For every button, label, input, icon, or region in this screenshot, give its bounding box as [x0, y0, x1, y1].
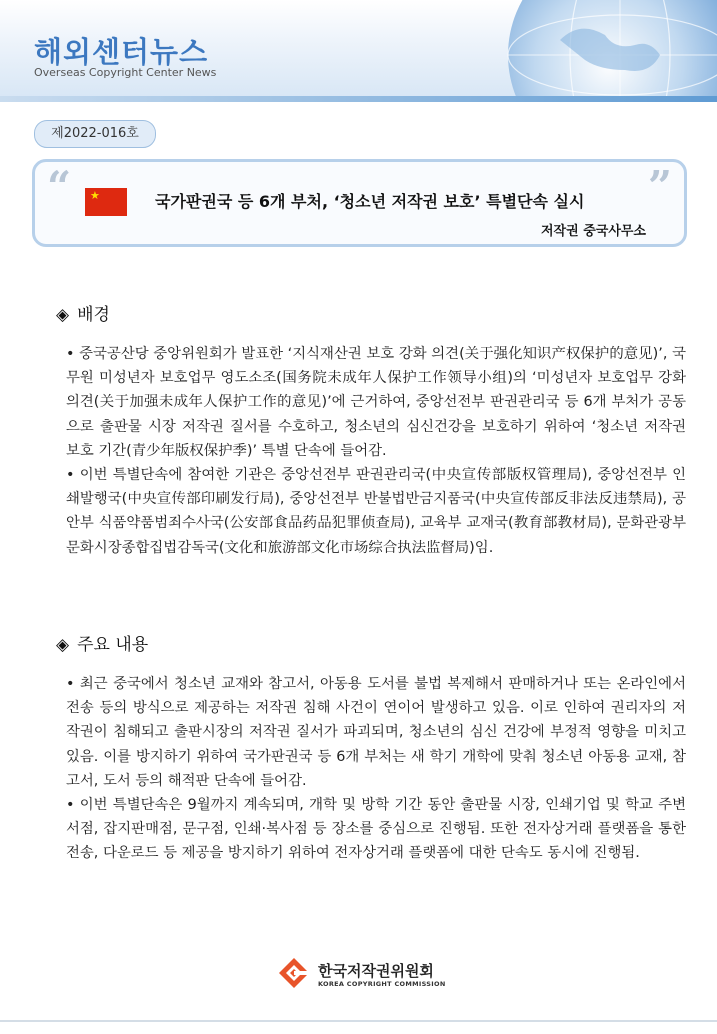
globe-icon	[500, 0, 717, 100]
article-byline: 저작권 중국사무소	[541, 224, 646, 239]
paragraph: • 이번 특별단속은 9월까지 계속되며, 개학 및 방학 기간 동안 출판물 시장, 인쇄기업 및 학교 주변 서점, 잡지판매점, 문구점, 인쇄·복사점 등 장소를 중심으로 진행됨. 또한 전자상거래 플랫폼을 통한 전송, 다운로드 등 제공을 방지하기 위하여 전자상거래 플랫폼에 대한 단속도 동시에 진행됨.	[66, 797, 686, 862]
bottom-divider	[0, 1020, 717, 1022]
issue-badge: 제2022-016호	[34, 120, 156, 148]
section-body-background	[66, 342, 686, 560]
section-body-main	[66, 672, 686, 866]
headline-box	[32, 159, 687, 247]
footer-org-name-en: KOREA COPYRIGHT COMMISSION	[318, 980, 446, 988]
section-heading-background	[56, 300, 110, 325]
close-quote-icon: ”	[647, 162, 672, 211]
paragraph: • 중국공산당 중앙위원회가 발표한 ‘지식재산권 보호 강화 의견(关于强化知识产权保护的意见)’, 국무원 미성년자 보호업무 영도소조(国务院未成年人保护工作领导小组)의 ‘미성년자 보호업무 강화의견(关于加强未成年人保护工作的意见)’에 근거하여, 중앙선전부 판권관리국 등 6개 부처가 공동으로 출판물 시장 저작권 질서를 수호하고, 청소년의 심신건강을 보호하기 위하여 ‘청소년 저작권 보호 기간(青少年版权保护季)’ 특별 단속에 들어감.	[66, 346, 686, 459]
article-headline: 국가판권국 등 6개 부처, ‘청소년 저작권 보호’ 특별단속 실시	[155, 192, 585, 211]
footer-org-name: 한국저작권위원회	[318, 962, 434, 980]
newsletter-title: 해외센터뉴스	[34, 35, 209, 69]
section-heading-label: 배경	[77, 305, 110, 325]
diamond-icon: ◈	[56, 635, 70, 655]
china-flag-icon: ★	[85, 188, 127, 216]
open-quote-icon: “	[47, 162, 72, 211]
kcc-logo-icon	[276, 955, 312, 991]
newsletter-subtitle: Overseas Copyright Center News	[34, 66, 217, 79]
paragraph: • 이번 특별단속에 참여한 기관은 중앙선전부 판권관리국(中央宣传部版权管理局), 중앙선전부 인쇄발행국(中央宣传部印刷发行局), 중앙선전부 반불법반금지품국(中央宣传部反非法反违禁局), 공안부 식품약품범죄수사국(公安部食品药品犯罪侦查局), 교육부 교재국(教育部教材局), 문화관광부 문화시장종합집법감독국(文化和旅游部文化市场综合执法监督局)임.	[66, 467, 686, 556]
diamond-icon: ◈	[56, 305, 70, 325]
section-heading-label: 주요 내용	[77, 635, 149, 655]
paragraph: • 최근 중국에서 청소년 교재와 참고서, 아동용 도서를 불법 복제해서 판매하거나 또는 온라인에서 전송 등의 방식으로 제공하는 저작권 침해 사건이 연이어 발생하고 있음. 이로 인하여 권리자의 저작권이 침해되고 출판시장의 저작권 질서가 파괴되며, 청소년의 심신 건강에 부정적 영향을 미치고 있음. 이를 방지하기 위하여 국가판권국 등 6개 부처는 새 학기 개학에 맞춰 청소년 아동용 교재, 참고서, 도서 등의 해적판 단속에 들어감.	[66, 676, 686, 789]
header-divider	[0, 96, 717, 102]
section-heading-main	[56, 630, 148, 655]
header-banner	[0, 0, 717, 100]
